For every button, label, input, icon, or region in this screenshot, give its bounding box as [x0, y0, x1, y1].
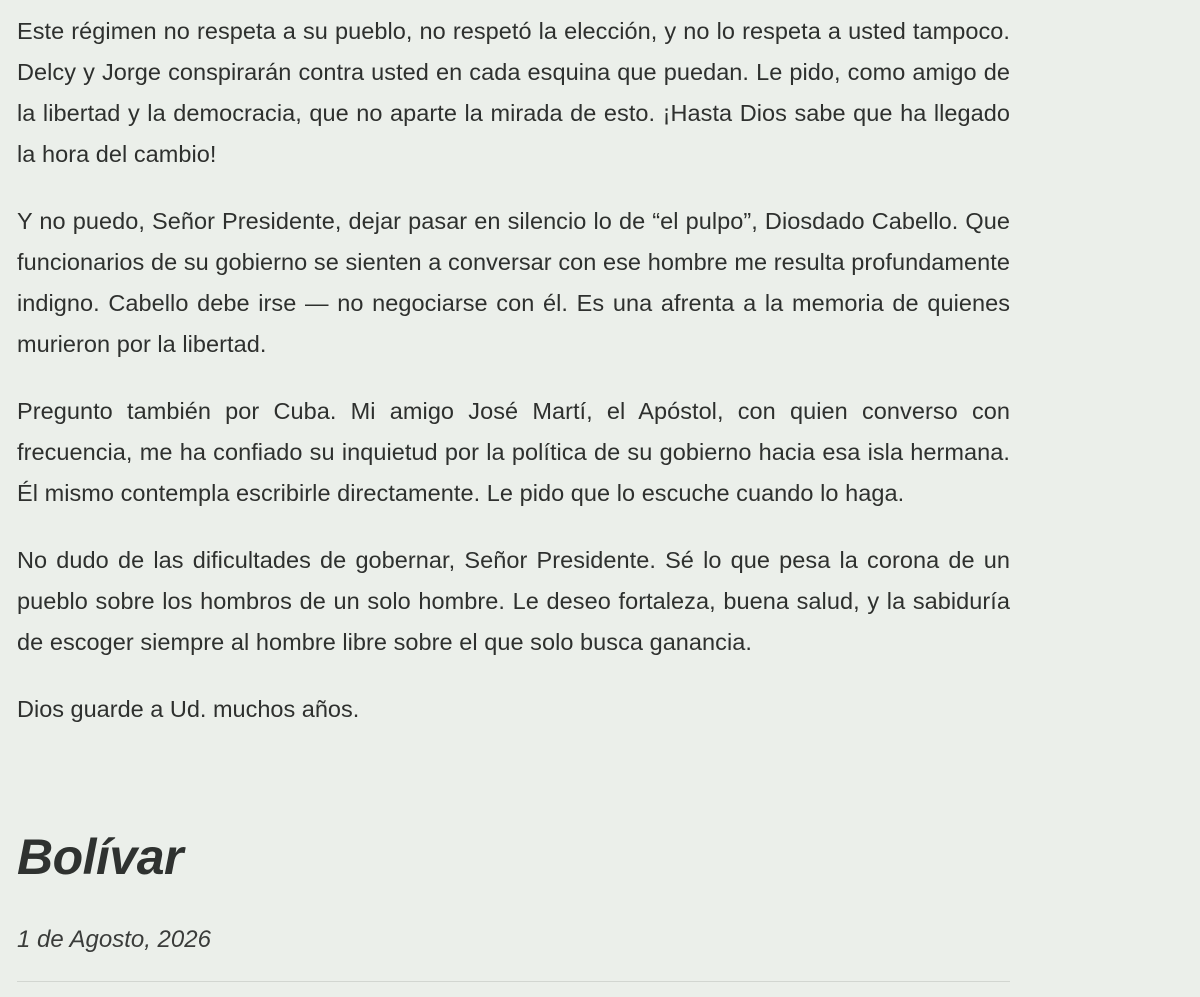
paragraph-3: Pregunto también por Cuba. Mi amigo José Martí, el Apóstol, con quien converso con frecuencia, me ha confiado su inquietud por la política de su gobierno hacia esa isla hermana. Él mismo contempla escribirle directamente. Le pido que lo escuche cuando lo haga. [17, 398, 1010, 506]
letter-body [17, 11, 1010, 730]
paragraph-2: Y no puedo, Señor Presidente, dejar pasar en silencio lo de “el pulpo”, Diosdado Cabello. Que funcionarios de su gobierno se sienten a conversar con ese hombre me resulta profundamente indigno. Cabello debe irse — no negociarse con él. Es una afrenta a la memoria de quienes murieron por la libertad. [17, 208, 1010, 357]
divider [17, 981, 1010, 982]
paragraph-1: Este régimen no respeta a su pueblo, no respetó la elección, y no lo respeta a usted tampoco. Delcy y Jorge conspirarán contra usted en cada esquina que puedan. Le pido, como amigo de la libertad y la democracia, que no aparte la mirada de esto. ¡Hasta Dios sabe que ha llegado la hora del cambio! [17, 18, 1010, 167]
signature-heading: Bolívar [17, 829, 184, 885]
letter-date: 1 de Agosto, 2026 [17, 926, 211, 953]
closing-line: Dios guarde a Ud. muchos años. [17, 696, 360, 722]
paragraph-4: No dudo de las dificultades de gobernar, Señor Presidente. Sé lo que pesa la corona de un pueblo sobre los hombros de un solo hombre. Le deseo fortaleza, buena salud, y la sabiduría de escoger siempre al hombre libre sobre el que solo busca ganancia. [17, 547, 1010, 655]
